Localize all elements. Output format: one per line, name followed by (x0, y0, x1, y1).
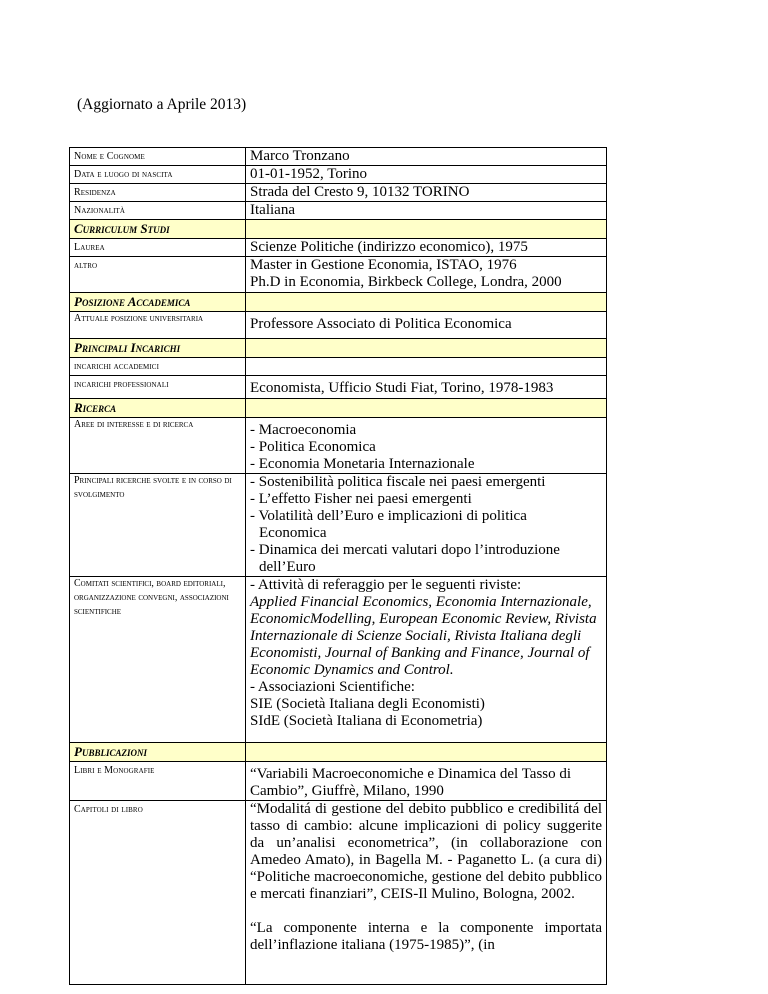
project-item: - Sostenibilità politica fiscale nei paesi emergenti (250, 474, 546, 490)
row-name (70, 148, 607, 166)
other-line: Master in Gestione Economia, ISTAO, 1976 (250, 257, 517, 273)
chapter-item: “Modalitá di gestione del debito pubblico e credibilitá del tasso di cambio: alcune implicazioni di policy suggerite da un’analisi econometrica”, (in collaborazione con Amedeo Amato), in Bagella M. - Paganetto L. (a cura di) “Politiche macroeconomiche, gestione del debito pubblico e mercati finanziari”, CEIS-Il Mulino, Bologna, 2002. (250, 801, 602, 902)
project-item: - L’effetto Fisher nei paesi emergenti (250, 491, 472, 507)
project-item: - Volatilità dell’Euro e implicazioni di politica (250, 508, 527, 524)
books-value: “Variabili Macroeconomiche e Dinamica del Tasso di Cambio”, Giuffrè, Milano, 1990 (246, 762, 607, 801)
nationality-label: Nazionalità (70, 202, 246, 220)
row-other (70, 257, 607, 293)
project-item: - Dinamica dei mercati valutari dopo l’introduzione (250, 542, 560, 558)
section-research (70, 399, 607, 418)
name-label: Nome e Cognome (70, 148, 246, 166)
update-note: (Aggiornato a Aprile 2013) (77, 96, 247, 113)
position-label: Attuale posizione universitaria (70, 312, 246, 339)
chapter-item: “La componente interna e la componente importata dell’inflazione italiana (1975-1985)”, (in (250, 920, 602, 953)
row-professional (70, 376, 607, 399)
academic-value (246, 358, 607, 376)
professional-label: incarichi professionali (70, 376, 246, 399)
area-item: - Economia Monetaria Internazionale (250, 456, 475, 472)
section-heading-publications: Pubblicazioni (70, 743, 246, 762)
row-nationality (70, 202, 607, 220)
name-value: Marco Tronzano (246, 148, 607, 166)
project-item: dell’Euro (259, 559, 316, 575)
section-filler (246, 293, 607, 312)
areas-value (246, 418, 607, 474)
section-heading-research: Ricerca (70, 399, 246, 418)
section-publications (70, 743, 607, 762)
area-item: - Politica Economica (250, 439, 376, 455)
section-incarichi (70, 339, 607, 358)
professional-value: Economista, Ufficio Studi Fiat, Torino, 1978-1983 (246, 376, 607, 399)
row-position (70, 312, 607, 339)
row-academic (70, 358, 607, 376)
section-filler (246, 399, 607, 418)
row-projects (70, 474, 607, 577)
other-label: altro (70, 257, 246, 293)
cv-table (69, 147, 607, 985)
books-label: Libri e Monografie (70, 762, 246, 801)
committees-value (246, 577, 607, 743)
row-chapters (70, 801, 607, 985)
referee-intro: - Attività di referaggio per le seguenti riviste: (250, 577, 522, 593)
committees-label: Comitati scientifici, board editoriali, organizzazione convegni, associazioni scientifiche (70, 577, 246, 743)
birth-label: Data e luogo di nascita (70, 166, 246, 184)
section-heading-position: Posizione Accademica (70, 293, 246, 312)
residence-label: Residenza (70, 184, 246, 202)
residence-value: Strada del Cresto 9, 10132 TORINO (246, 184, 607, 202)
section-filler (246, 743, 607, 762)
row-residence (70, 184, 607, 202)
areas-label: Aree di interesse e di ricerca (70, 418, 246, 474)
row-degree (70, 239, 607, 257)
row-committees (70, 577, 607, 743)
assoc-item: SIdE (Società Italiana di Econometria) (250, 713, 483, 729)
other-value (246, 257, 607, 293)
chapters-label: Capitoli di libro (70, 801, 246, 985)
projects-label: Principali ricerche svolte e in corso di svolgimento (70, 474, 246, 577)
journal-list: Applied Financial Economics, Economia Internazionale, EconomicModelling, European Economic Review, Rivista Internazionale di Scienze Sociali, Rivista Italiana degli Economisti, Journal of Banking and Finance, Journal of Economic Dynamics and Control. (250, 594, 597, 678)
section-studies (70, 220, 607, 239)
area-item: - Macroeconomia (250, 422, 357, 438)
section-filler (246, 339, 607, 358)
position-value: Professore Associato di Politica Economica (246, 312, 607, 339)
section-position (70, 293, 607, 312)
assoc-item: SIE (Società Italiana degli Economisti) (250, 696, 485, 712)
assoc-intro: - Associazioni Scientifiche: (250, 679, 415, 695)
chapters-value (246, 801, 607, 985)
row-books (70, 762, 607, 801)
section-filler (246, 220, 607, 239)
degree-label: Laurea (70, 239, 246, 257)
section-heading-incarichi: Principali Incarichi (70, 339, 246, 358)
section-heading-studies: Curriculum Studi (70, 220, 246, 239)
birth-value: 01-01-1952, Torino (246, 166, 607, 184)
project-item: Economica (259, 525, 327, 541)
row-birth (70, 166, 607, 184)
nationality-value: Italiana (246, 202, 607, 220)
row-areas (70, 418, 607, 474)
degree-value: Scienze Politiche (indirizzo economico), 1975 (246, 239, 607, 257)
academic-label: incarichi accademici (70, 358, 246, 376)
projects-value (246, 474, 607, 577)
other-line: Ph.D in Economia, Birkbeck College, Londra, 2000 (250, 274, 562, 290)
